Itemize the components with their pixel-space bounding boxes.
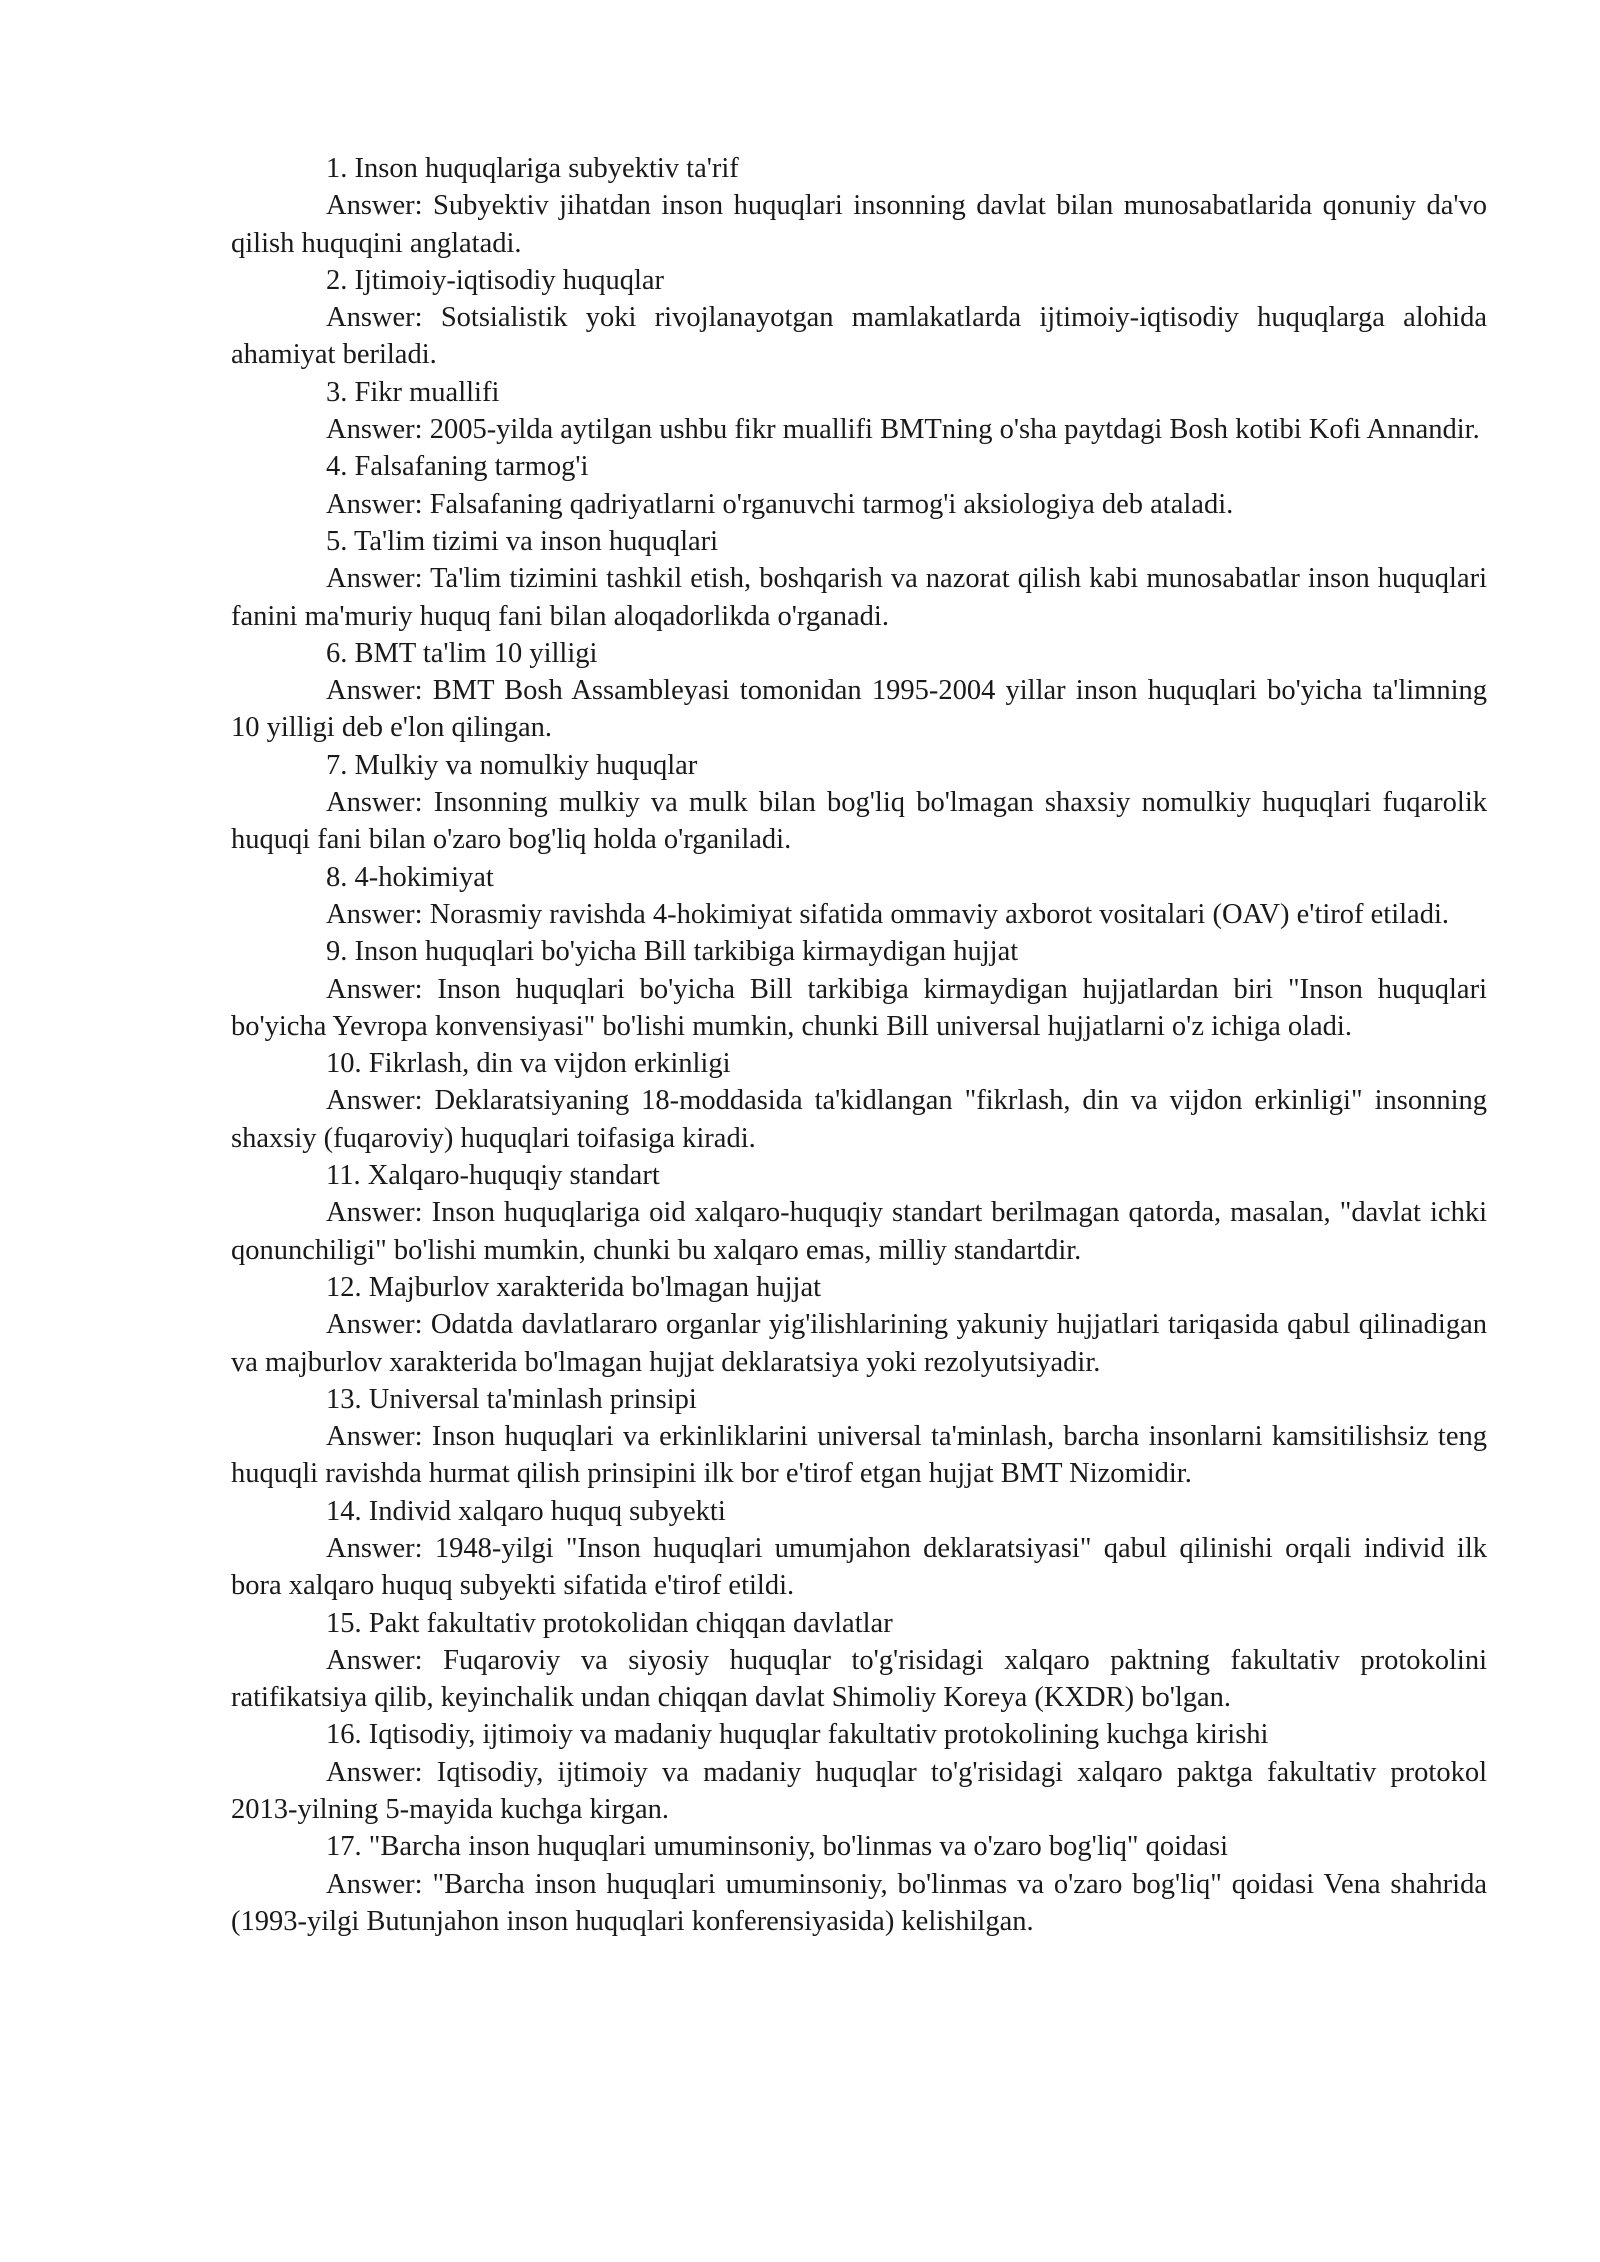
question-title: 14. Individ xalqaro huquq subyekti (326, 1495, 726, 1527)
qa-item (231, 1493, 1487, 1605)
qa-item (231, 1157, 1487, 1269)
question-title: 10. Fikrlash, din va vijdon erkinligi (326, 1048, 731, 1080)
question-title: 12. Majburlov xarakterida bo'lmagan hujjat (326, 1271, 822, 1303)
answer-text: Answer: Odatda davlatlararo organlar yig'ilishlarining yakuniy hujjatlari tariqasida qabul qilinadigan va majburlov xarakterida bo'lmagan hujjat deklaratsiya yoki rezolyutsiyadir. (231, 1309, 1487, 1378)
answer-text: Answer: 1948-yilgi "Inson huquqlari umumjahon deklaratsiyasi" qabul qilinishi orqali individ ilk bora xalqaro huquq subyekti sifatida e'tirof etildi. (231, 1532, 1487, 1602)
answer-text: Answer: Norasmiy ravishda 4-hokimiyat sifatida ommaviy axborot vositalari (OAV) e'tirof etiladi. (326, 898, 1449, 930)
qa-item (231, 1269, 1487, 1381)
qa-item (231, 1828, 1487, 1940)
answer-text: Answer: Deklaratsiyaning 18-moddasida ta'kidlangan "fikrlash, din va vijdon erkinligi" insonning shaxsiy (fuqaroviy) huquqlari toifasiga kiradi. (231, 1085, 1487, 1154)
question-title: 2. Ijtimoiy-iqtisodiy huquqlar (326, 264, 665, 296)
qa-item (231, 1716, 1487, 1828)
answer-text: Answer: Falsafaning qadriyatlarni o'rganuvchi tarmog'i aksiologiya deb ataladi. (326, 488, 1234, 520)
qa-item (231, 1381, 1487, 1493)
question-title: 11. Xalqaro-huquqiy standart (326, 1160, 660, 1192)
question-title: 16. Iqtisodiy, ijtimoiy va madaniy huquqlar fakultativ protokolining kuchga kirishi (326, 1719, 1269, 1751)
answer-text: Answer: Ta'lim tizimini tashkil etish, boshqarish va nazorat qilish kabi munosabatlar inson huquqlari fanini ma'muriy huquq fani bilan aloqadorlikda o'rganadi. (231, 563, 1487, 632)
question-title: 9. Inson huquqlari bo'yicha Bill tarkibiga kirmaydigan hujjat (326, 936, 1019, 968)
qa-item (231, 150, 1487, 262)
question-title: 1. Inson huquqlariga subyektiv ta'rif (326, 153, 739, 184)
qa-item (231, 448, 1487, 523)
qa-item (231, 747, 1487, 859)
document-page (231, 150, 1487, 1940)
answer-text: Answer: Iqtisodiy, ijtimoiy va madaniy huquqlar to'g'risidagi xalqaro paktga fakultativ protokol 2013-yilning 5-mayida kuchga kirgan. (231, 1756, 1487, 1826)
question-title: 15. Pakt fakultativ protokolidan chiqqan davlatlar (326, 1607, 893, 1639)
qa-item (231, 1045, 1487, 1157)
qa-item (231, 523, 1487, 635)
question-title: 5. Ta'lim tizimi va inson huquqlari (326, 525, 719, 557)
answer-text: Answer: Subyektiv jihatdan inson huquqlari insonning davlat bilan munosabatlarida qonuniy da'vo qilish huquqini anglatadi. (231, 190, 1487, 259)
question-title: 13. Universal ta'minlash prinsipi (326, 1383, 697, 1415)
answer-text: Answer: Inson huquqlari va erkinliklarini universal ta'minlash, barcha insonlarni kamsitilishsiz teng huquqli ravishda hurmat qilish prinsipini ilk bor e'tirof etgan hujjat BMT Nizomidir. (231, 1421, 1487, 1490)
question-title: 8. 4-hokimiyat (326, 861, 494, 893)
answer-text: Answer: Inson huquqlari bo'yicha Bill tarkibiga kirmaydigan hujjatlardan biri "Inson huquqlari bo'yicha Yevropa konvensiyasi" bo'lishi mumkin, chunki Bill universal hujjatlarni o'z ichiga oladi. (231, 973, 1487, 1042)
qa-item (231, 933, 1487, 1045)
question-title: 17. "Barcha inson huquqlari umuminsoniy, bo'linmas va o'zaro bog'liq" qoidasi (326, 1831, 1228, 1863)
answer-text: Answer: 2005-yilda aytilgan ushbu fikr muallifi BMTning o'sha paytdagi Bosh kotibi Kofi Annandir. (326, 414, 1480, 446)
question-title: 4. Falsafaning tarmog'i (326, 451, 589, 483)
answer-text: Answer: Fuqaroviy va siyosiy huquqlar to'g'risidagi xalqaro paktning fakultativ protokolini ratifikatsiya qilib, keyinchalik undan chiqqan davlat Shimoliy Koreya (KXDR) bo'lgan. (231, 1644, 1487, 1714)
answer-text: Answer: Inson huquqlariga oid xalqaro-huquqiy standart berilmagan qatorda, masalan, "davlat ichki qonunchiligi" bo'lishi mumkin, chunki bu xalqaro emas, milliy standartdir. (231, 1197, 1487, 1266)
question-title: 6. BMT ta'lim 10 yilligi (326, 637, 598, 669)
answer-text: Answer: Sotsialistik yoki rivojlanayotgan mamlakatlarda ijtimoiy-iqtisodiy huquqlarga alohida ahamiyat beriladi. (231, 302, 1487, 371)
answer-text: Answer: Insonning mulkiy va mulk bilan bog'liq bo'lmagan shaxsiy nomulkiy huquqlari fuqarolik huquqi fani bilan o'zaro bog'liq holda o'rganiladi. (231, 787, 1487, 856)
answer-text: Answer: BMT Bosh Assambleyasi tomonidan 1995-2004 yillar inson huquqlari bo'yicha ta'limning 10 yilligi deb e'lon qilingan. (231, 675, 1487, 744)
question-title: 7. Mulkiy va nomulkiy huquqlar (326, 749, 698, 781)
qa-item (231, 1605, 1487, 1717)
question-title: 3. Fikr muallifi (326, 376, 500, 408)
qa-item (231, 635, 1487, 747)
qa-item (231, 859, 1487, 934)
answer-text: Answer: "Barcha inson huquqlari umuminsoniy, bo'linmas va o'zaro bog'liq" qoidasi Vena shahrida (1993-yilgi Butunjahon inson huquqlari konferensiyasida) kelishilgan. (231, 1868, 1487, 1937)
qa-item (231, 262, 1487, 374)
qa-item (231, 374, 1487, 449)
